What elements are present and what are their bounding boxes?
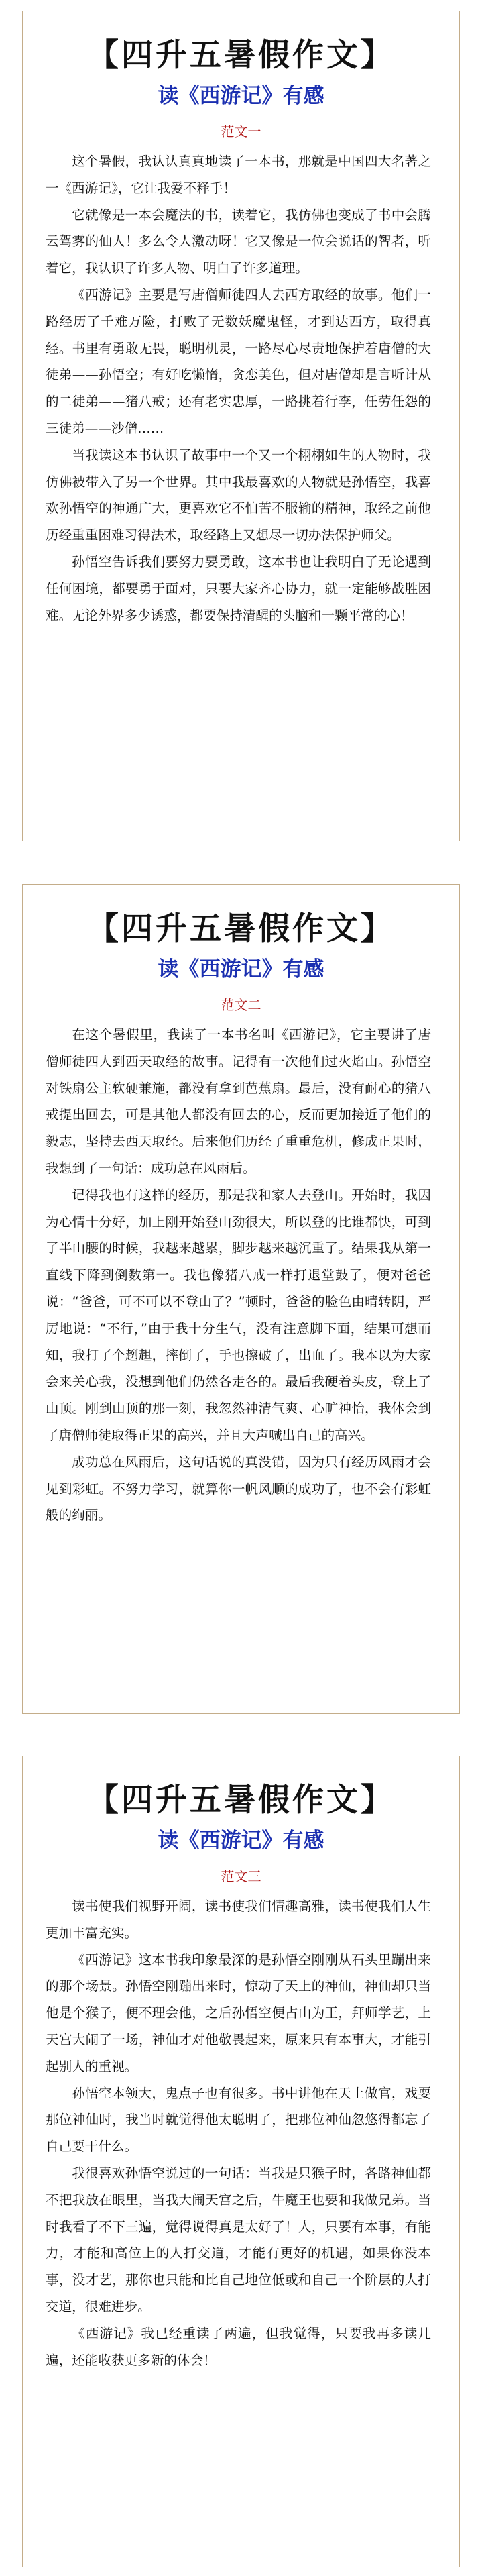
article-body: [46, 148, 431, 629]
paragraph: 《西游记》主要是写唐僧师徒四人去西方取经的故事。他们一路经历了千难万险，打败了无数妖魔鬼怪，才到达西方，取得真经。书里有勇敢无畏，聪明机灵，一路尽心尽责地保护着唐僧的大徒弟——孙悟空；有好吃懒惰，贪恋美色，但对唐僧却是言听计从的二徒弟——猪八戒；还有老实忠厚，一路挑着行李，任劳任怨的三徒弟——沙僧……: [46, 286, 431, 436]
paragraph: 读书使我们视野开阔，读书使我们情趣高雅，读书使我们人生更加丰富充实。: [46, 1898, 431, 1941]
paragraph: 孙悟空告诉我们要努力要勇敢，这本书也让我明白了无论遇到任何困境，都要勇于面对，只要大家齐心协力，就一定能够战胜困难。无论外界多少诱惑，都要保持清醒的头脑和一颗平常的心！: [46, 553, 431, 623]
paragraph: 这个暑假，我认认真真地读了一本书，那就是中国四大名著之一《西游记》，它让我爱不释手！: [46, 154, 431, 196]
article-body: [46, 1022, 431, 1529]
paragraph: 孙悟空本领大，鬼点子也有很多。书中讲他在天上做官，戏耍那位神仙时，我当时就觉得他太聪明了，把那位神仙忽悠得都忘了自己要干什么。: [46, 2085, 431, 2155]
paragraph: 记得我也有这样的经历，那是我和家人去登山。开始时，我因为心情十分好，加上刚开始登山劲很大，所以登的比谁都快，可到了半山腰的时候，我越来越累，脚步越来越沉重了。结果我从第一直线下降到倒数第一。我也像猪八戒一样打退堂鼓了，便对爸爸说：“爸爸，可不可以不登山了？”顿时，爸爸的脸色由晴转阴，严厉地说：“不行，”由于我十分生气，没有注意脚下面，结果可想而知，我打了个趔趄，摔倒了，手也擦破了，出血了。我本以为大家会来关心我，没想到他们仍然各走各的。最后我硬着头皮，登上了山顶。刚到山顶的那一刻，我忽然神清气爽、心旷神怡，我体会到了唐僧师徒取得正果的高兴，并且大声喊出自己的高兴。: [46, 1187, 431, 1443]
article-card-3: [22, 1756, 460, 2567]
sample-label: 范文二: [221, 997, 261, 1013]
paragraph: 我很喜欢孙悟空说过的一句话：当我是只猴子时，各路神仙都不把我放在眼里，当我大闹天宫之后，牛魔王也要和我做兄弟。当时我看了不下三遍，觉得说得真是太好了！人，只要有本事，有能力，才能和高位上的人打交道，才能有更好的机遇，如果你没本事，没才艺，那你也只能和比自己地位低或和自己一个阶层的人打交道，很难进步。: [46, 2165, 431, 2314]
article-subtitle: 读《西游记》有感: [158, 957, 324, 981]
paragraph: 成功总在风雨后，这句话说的真没错，因为只有经历风雨才会见到彩虹。不努力学习，就算你一帆风顺的成功了，也不会有彩虹般的绚丽。: [46, 1454, 431, 1523]
sample-label: 范文一: [221, 123, 261, 140]
page-title: 【四升五暑假作文】: [87, 37, 395, 74]
paragraph: 当我读这本书认识了故事中一个又一个栩栩如生的人物时，我仿佛被带入了另一个世界。其中我最喜欢的人物就是孙悟空，我喜欢孙悟空的神通广大，更喜欢它不怕苦不服输的精神，取经之前他历经重重困难习得法术，取经路上又想尽一切办法保护师父。: [46, 447, 431, 543]
article-card-1: [22, 11, 460, 841]
article-body: [46, 1893, 431, 2373]
page-title: 【四升五暑假作文】: [87, 910, 395, 947]
article-subtitle: 读《西游记》有感: [158, 84, 324, 108]
page-title: 【四升五暑假作文】: [87, 1782, 395, 1819]
paragraph: 在这个暑假里，我读了一本书名叫《西游记》，它主要讲了唐僧师徒四人到西天取经的故事。记得有一次他们过火焰山。孙悟空对铁扇公主软硬兼施，都没有拿到芭蕉扇。最后，没有耐心的猪八戒提出回去，可是其他人都没有回去的心，反而更加接近了他们的毅志，坚持去西天取经。后来他们历经了重重危机，修成正果时，我想到了一句话：成功总在风雨后。: [46, 1027, 431, 1176]
article-card-2: [22, 884, 460, 1714]
paragraph: 《西游记》我已经重读了两遍，但我觉得，只要我再多读几遍，还能收获更多新的体会！: [46, 2325, 431, 2368]
paragraph: 它就像是一本会魔法的书，读着它，我仿佛也变成了书中会腾云驾雾的仙人！多么令人激动呀！它又像是一位会说话的智者，听着它，我认识了许多人物、明白了许多道理。: [46, 207, 431, 276]
paragraph: 《西游记》这本书我印象最深的是孙悟空刚刚从石头里蹦出来的那个场景。孙悟空刚蹦出来时，惊动了天上的神仙，神仙却只当他是个猴子，便不理会他，之后孙悟空便占山为王，拜师学艺，上天宫大闹了一场，神仙才对他敬畏起来，原来只有本事大，才能引起别人的重视。: [46, 1951, 431, 2074]
sample-label: 范文三: [221, 1868, 261, 1884]
article-subtitle: 读《西游记》有感: [158, 1829, 324, 1853]
